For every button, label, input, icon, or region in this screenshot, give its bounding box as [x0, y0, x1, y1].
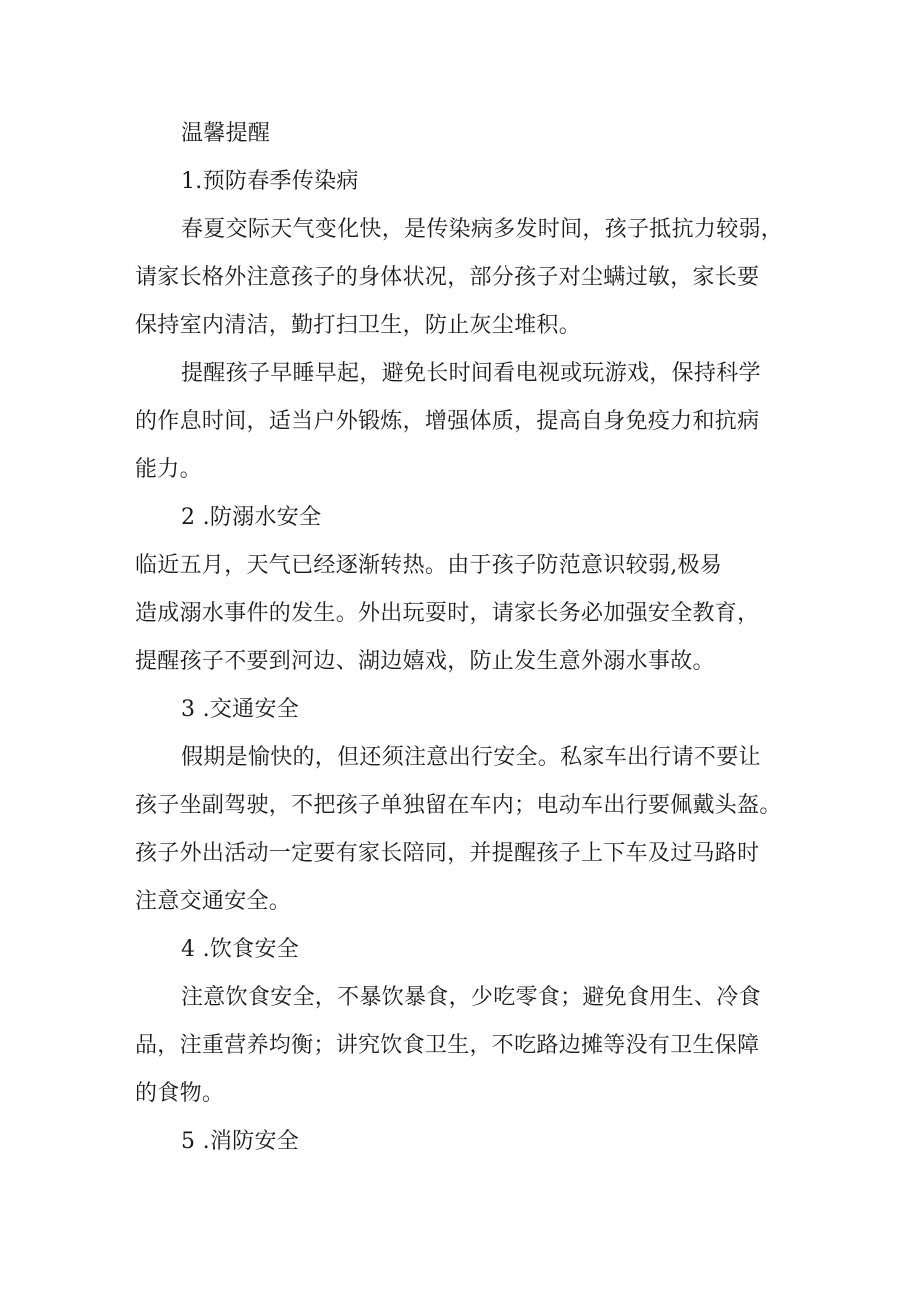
section-heading: 2 .防溺水安全	[181, 505, 322, 530]
paragraph	[135, 734, 795, 926]
paragraph	[135, 206, 795, 350]
paragraph	[135, 350, 795, 494]
paragraph-line: 请家长格外注意孩子的身体状况，部分孩子对尘螨过敏，家长要	[135, 265, 760, 290]
document-body	[135, 110, 795, 1166]
section-heading: 4 .饮食安全	[181, 937, 300, 962]
paragraph-line: 造成溺水事件的发生。外出玩耍时，请家长务必加强安全教育，	[135, 601, 760, 626]
document-title: 温馨提醒	[181, 121, 271, 146]
section-heading: 5 .消防安全	[181, 1129, 300, 1154]
paragraph-line: 保持室内清洁，勤打扫卫生，防止灰尘堆积。	[135, 313, 582, 338]
paragraph	[135, 542, 795, 686]
paragraph-line: 注意饮食安全，不暴饮暴食，少吃零食；避免食用生、冷食	[181, 985, 761, 1010]
paragraph	[135, 974, 795, 1118]
paragraph-line: 孩子坐副驾驶，不把孩子单独留在车内；电动车出行要佩戴头盔。	[135, 793, 782, 818]
paragraph-line: 品，注重营养均衡；讲究饮食卫生，不吃路边摊等没有卫生保障	[135, 1033, 760, 1058]
paragraph-line: 提醒孩子早睡早起，避免长时间看电视或玩游戏，保持科学	[181, 361, 761, 386]
paragraph-line: 注意交通安全。	[135, 889, 292, 914]
section-heading: 3 .交通安全	[181, 697, 300, 722]
paragraph-line: 春夏交际天气变化快，是传染病多发时间，孩子抵抗力较弱，	[181, 217, 784, 242]
paragraph-line: 提醒孩子不要到河边、湖边嬉戏，防止发生意外溺水事故。	[135, 649, 715, 674]
section-heading: 1.预防春季传染病	[181, 169, 359, 194]
paragraph-line: 能力。	[135, 457, 202, 482]
paragraph-line: 孩子外出活动一定要有家长陪同，并提醒孩子上下车及过马路时	[135, 841, 760, 866]
paragraph-line: 临近五月，天气已经逐渐转热。由于孩子防范意识较弱,极易	[135, 553, 723, 578]
paragraph-line: 的食物。	[135, 1081, 225, 1106]
paragraph-line: 假期是愉快的，但还须注意出行安全。私家车出行请不要让	[181, 745, 761, 770]
paragraph-line: 的作息时间，适当户外锻炼，增强体质，提高自身免疫力和抗病	[135, 409, 760, 434]
